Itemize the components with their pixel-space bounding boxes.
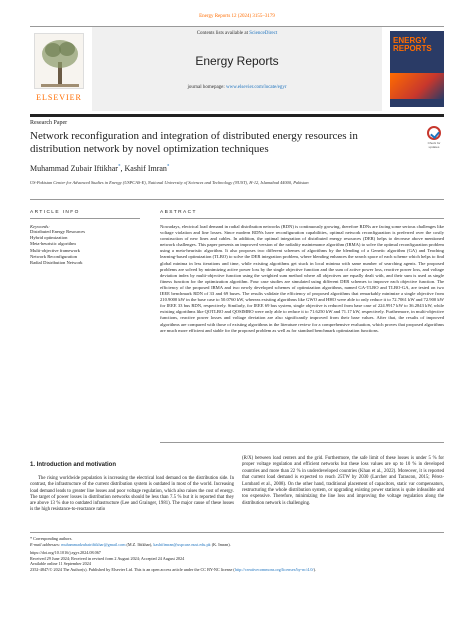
check-for-updates-button[interactable] [424,126,444,150]
abstract-text: Nowadays, electrical load demand in radial distribution networks (RDN) is continuously growing, therefore RDNs are facing some serious challenges like voltage violation and line losses. Since modern RDNs have reconfiguration capabilities, optimal network reconfiguration is preferred over the costly construction of new lines and cables. In addition, the optimal integration of distributed energy resources (DER) helps to decrease above mentioned network challenges. This paper presents an improved version of the radiality maintenance algorithm (IRMA) to solve the optimal reconfiguration problem using a meta-heuristic algorithm. It also proposes two different schemes of algorithms by the blending of a Genetic algorithm (GA) and Teaching learning-based optimization (TLBO) to solve the DER integration problem, where blending enhances the search space of each scheme which helps to find global minima in less iterations and time, while existing algorithms get stuck in local minima with same number of searching agents. The proposed problems are solved by minimizing active power loss by the single objective function and the sum of active power loss, reactive power loss, and voltage deviation index by multi-objective function using the weighted sum method where all objectives are equally dealt with, and their sum is used as single fitness function for the optimization algorithm. Four case studies are simulated using different DER schemes to improve each objective function. The efficiency of the proposed IRMA and two newly developed schemes of optimization algorithms, named GA-TLBO and TLBO-GA, are tested on two IEEE benchmark RDN of 33 and 69 buses. The results validate the efficiency of proposed algorithms that remarkably minimize a single objective from 210.9000 kW in the base case to 50.0760 kW, whereas existing algorithms like GWO and HHO were able to only reduce it to 72.7061 kW and 72.900 kW for IEEE 33 bus RDN, respectively. Similarly, for IEEE 69 bus system, single objective is reduced from base case of 224.9917 kW to 36.2843 kW, while existing algorithms like QOTLBO and QOSIMBO were only able to reduce it to 71.6250 kW and 71.17 kW, respectively. Furthermore, in multi-objective functions, reactive power losses and voltage deviation are also significantly improved from their base values. After that, the results of improved algorithms are compared with those of existing algorithms in the literature review for a comprehensive evaluation, which proves that proposed algorithms are much more efficient and stable for the proposed problem as well as for standard benchmark optimization functions. [160,224,444,333]
keyword: Network Reconfiguration [30,253,78,259]
journal-header [92,27,382,111]
introduction-left-column [30,462,234,514]
homepage-prefix: journal homepage: [187,85,225,90]
license-text: 2352-4847/© 2024 The Author(s). Published by Elsevier Ltd. This is an open access article under the CC BY-NC license ( [30,566,235,572]
license-line [30,567,444,573]
keyword: Hybrid optimization [30,235,68,241]
sciencedirect-link[interactable]: ScienceDirect [249,31,278,36]
author-mark[interactable]: * [117,164,121,170]
affiliation: US-Pakistan Center for Advanced Studies in Energy (USPCAS-E), National University of Sciences and Technology (NUST), H-12, Islamabad 44000, Pakistan [30,180,309,185]
cover-graphic [390,73,444,99]
email-owner: (K. Imran). [211,541,231,547]
article-title: Network reconfiguration and integration of distributed energy resources in distribution network by novel optimization techniques [30,130,358,155]
author-name[interactable]: Kashif Imran [124,164,167,173]
footnotes [30,532,444,573]
check-updates-icon [427,126,441,140]
corresponding-note: * Corresponding authors. [30,536,73,541]
email-link[interactable]: muhammadzubairiftikhar@gmail.com [61,541,126,547]
abstract-heading: ABSTRACT [160,210,444,219]
body-paragraph: (R/X) between load centers and the grid. Furthermore, the safe limit of these losses is under 5 % for proper voltage regulation and efficient networks but these loss values are up to 10 % in developed countries and more than 22 % in underdeveloped countries (Khan et al., 2022). Moreover, it is reported that current load demand is expected to reach 25TW by 2030 (Larcher and Tarascon, 2015; Pérez-Lombard et al., 2008). On the other hand, traditional placement of capacitors, static var compensators, restructuring the whole distribution system, or upgrading existing power stations is quite infeasible and too expensive. Therefore, minimizing the line loss and improving the voltage regulation along the distribution network is challenging. [242,456,444,506]
journal-name[interactable]: Energy Reports [195,54,279,68]
elsevier-logo[interactable] [30,31,88,111]
introduction-right-column [242,456,444,507]
doi-link[interactable]: https://doi.org/10.1016/j.egyr.2024.08.067 [30,550,101,556]
email-label: E-mail addresses: [30,541,61,547]
author-mark[interactable]: * [166,164,170,170]
author-list [30,164,169,173]
homepage-link[interactable]: www.elsevier.com/locate/egyr [226,85,287,90]
homepage-line [92,85,382,90]
keywords-label: Keywords: [30,224,50,229]
author-separator: , [120,164,123,173]
tree-icon [34,33,84,89]
check-updates-label: Check for updates [427,141,441,149]
license-link[interactable]: http://creativecommons.org/licenses/by-nc/4.0/ [234,566,314,572]
license-suffix: ). [313,566,317,572]
body-paragraph: The rising worldwide population is increasing the electrical load demand on the distribution side. In contrast, the infrastructure of the current distribution system is outdated in most of the world. Increasing load demand leads to greater line losses and poor voltage regulation, which also raises the cost of energy. The target of power losses in distribution networks should be less than 7.5 % but it is reported that they are above 13 % due to outdated infrastructure (Lee and Grainger, 1981). The major cause of these losses is the high resistance-to-reactance ratio [30,476,234,513]
online-date: Available online 11 September 2024 [30,561,91,567]
masthead-rule [30,114,444,117]
section-heading: 1. Introduction and motivation [30,462,116,468]
divider [160,442,444,443]
keyword: Distributed Energy Resources [30,229,86,234]
received-dates: Received 29 June 2024; Received in revised form 2 August 2024; Accepted 24 August 2024 [30,555,185,561]
article-info [30,210,140,266]
cover-title: ENERGY REPORTS [393,36,432,53]
journal-cover[interactable] [390,31,444,107]
keyword: Radial Distribution Network [30,260,83,266]
divider [30,199,444,200]
contents-prefix: Contents lists available at [196,31,248,36]
keyword: Meta-heuristic algorithm [30,241,76,247]
contents-line [92,31,382,36]
abstract [160,210,444,334]
keyword: Multi-objective framework [30,247,80,253]
email-owner: (M.Z. Iftikhar), [126,541,153,547]
email-link[interactable]: kashifimran@uspcase.nust.edu.pk [153,541,211,547]
masthead [30,26,444,114]
article-type: Research Paper [30,120,68,126]
journal-reference[interactable]: Energy Reports 12 (2024) 3155–3179 [199,14,275,19]
publisher-name: ELSEVIER [36,93,82,102]
article-info-heading: ARTICLE INFO [30,210,140,219]
author-name[interactable]: Muhammad Zubair Iftikhar [30,164,118,173]
